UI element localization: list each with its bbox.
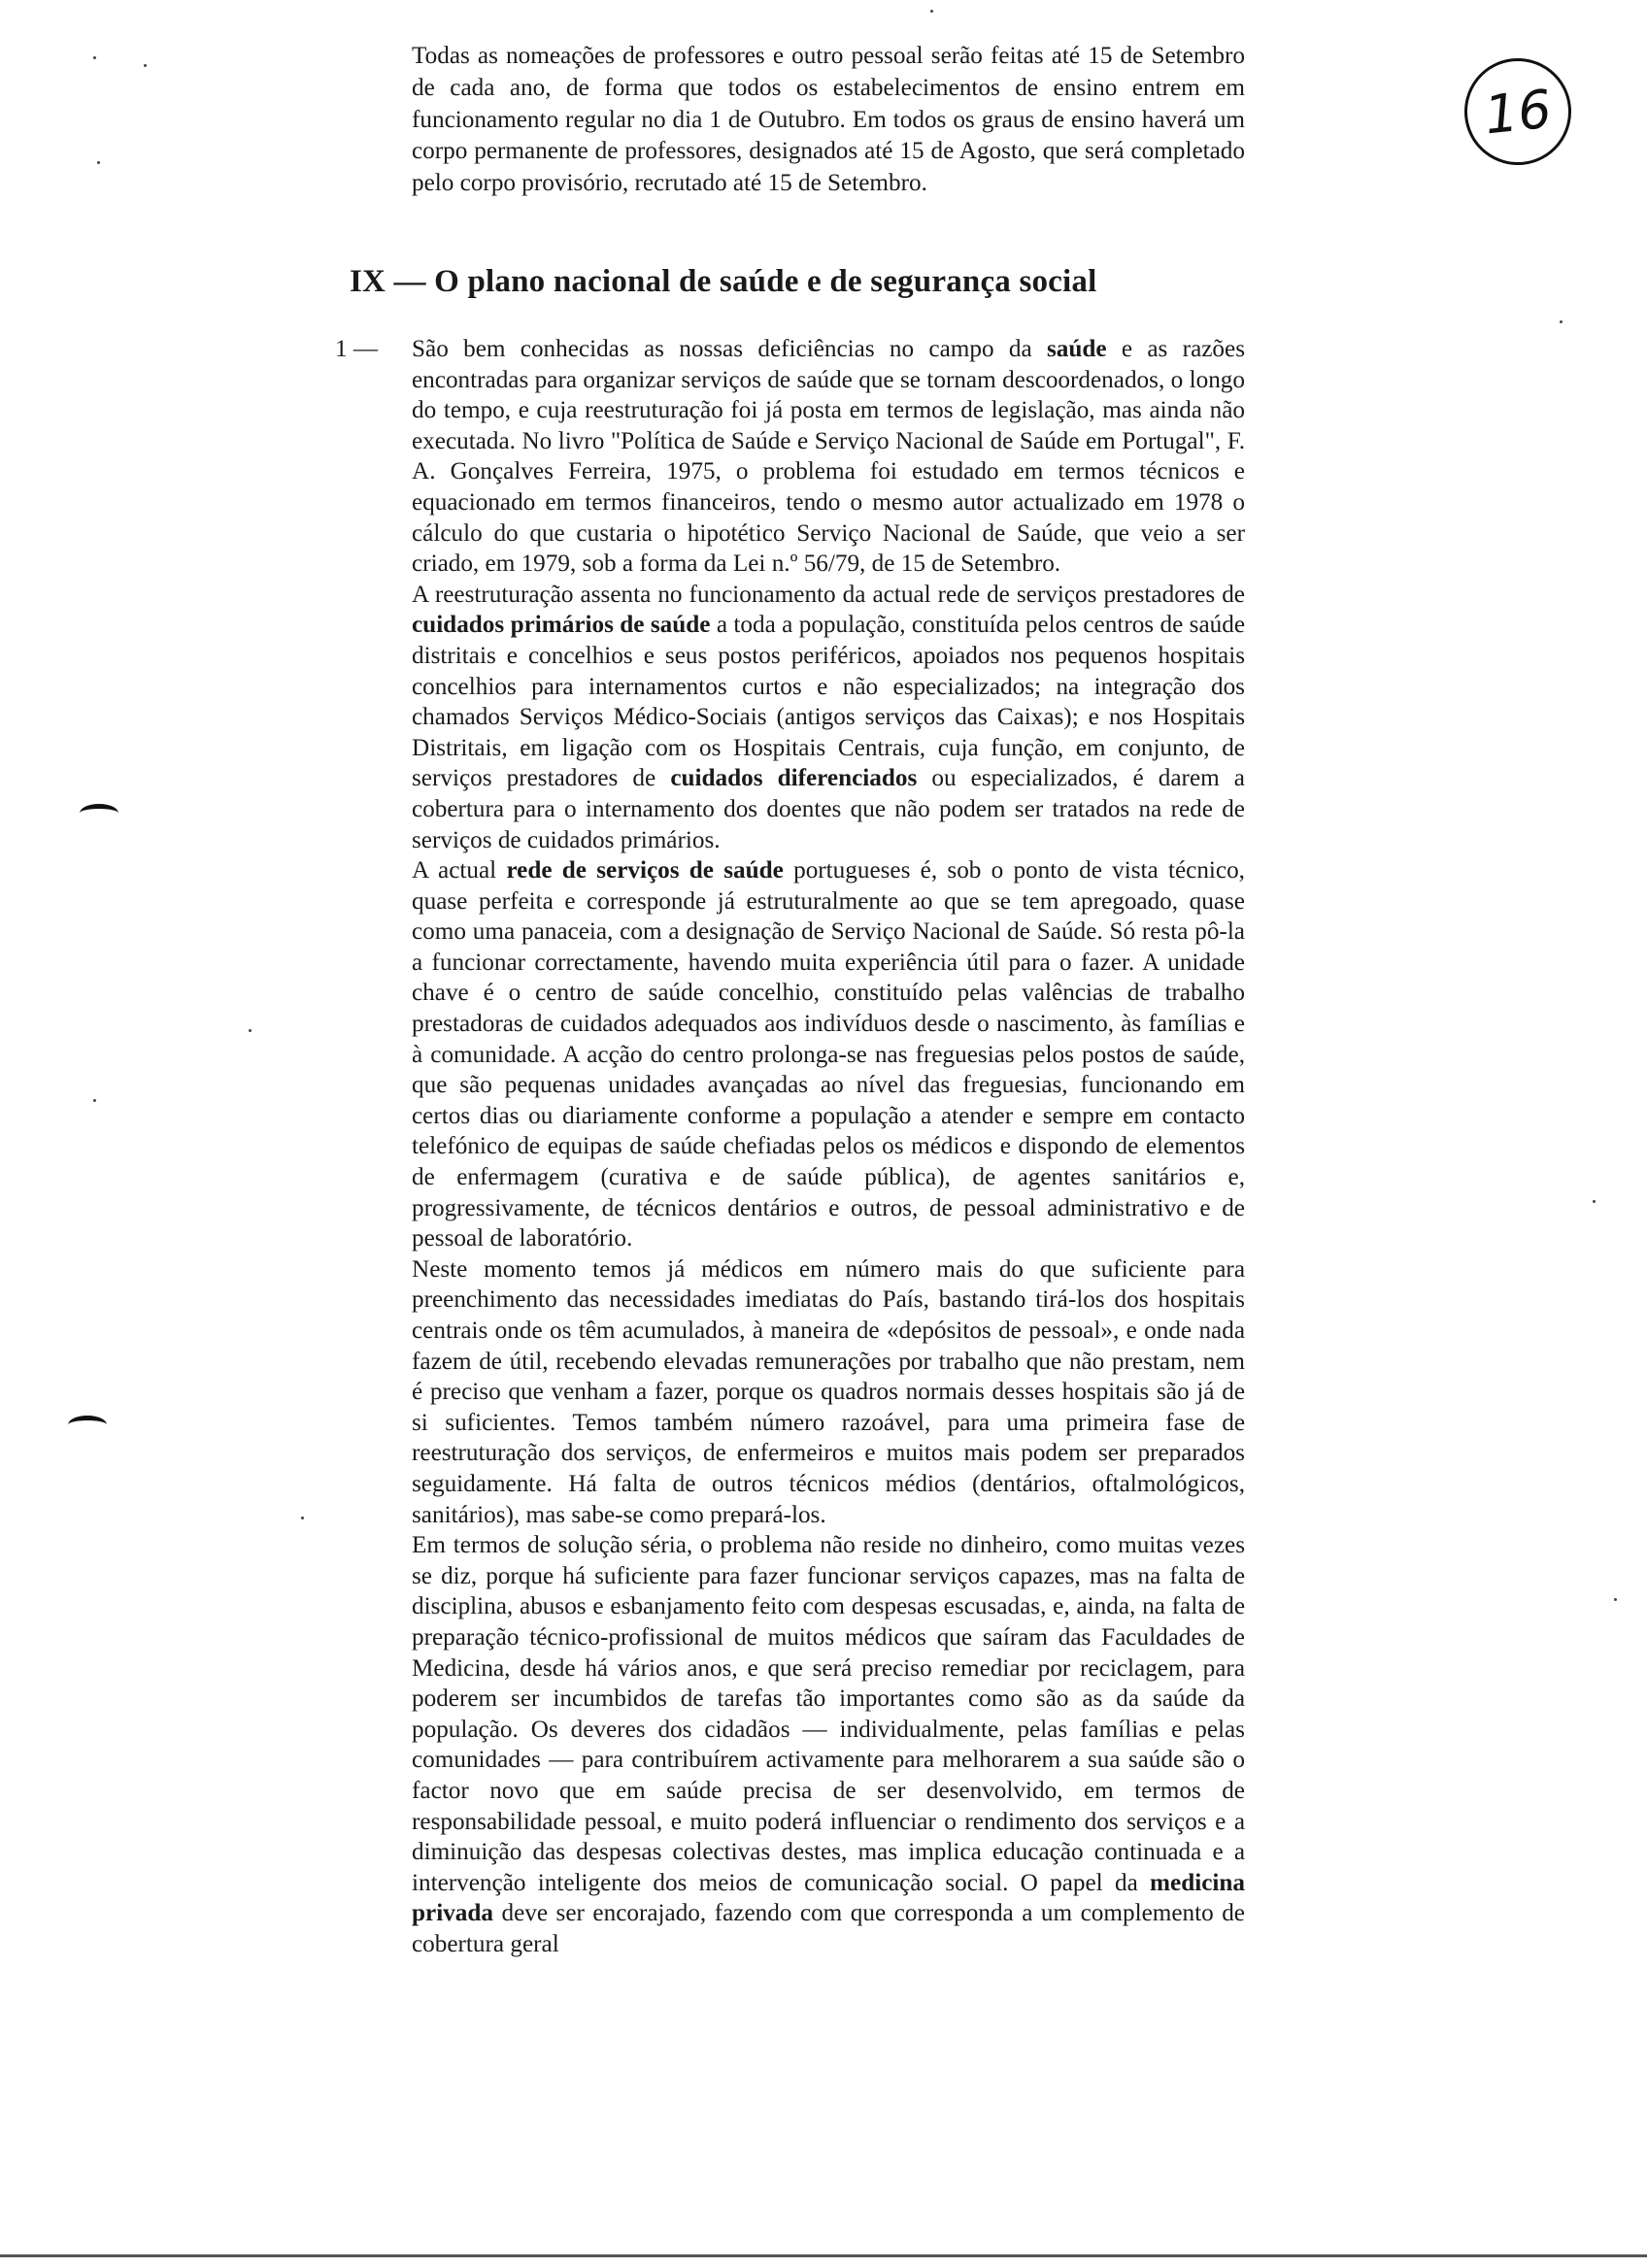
item-number: 1 — [335, 336, 379, 362]
paragraph-1-bold-1: saúde [1046, 336, 1107, 362]
paragraph-2-text-d: ou especializados, é darem a cobertura para o internamento dos doentes que não podem ser tratados na rede de serviços de cuidados primários. [412, 765, 1245, 853]
paragraph-5-text-a: Em termos de solução séria, o problema não reside no dinheiro, como muitas vezes se diz, porque há suficiente para fazer funcionar serviços capazes, mas na falta de disciplina, abusos e esbanjamento feito com despesas escusadas, e, ainda, na falta de preparação técnico-profissional de muitos médicos que saíram das Faculdades de Medicina, desde há vários anos, e que será preciso remediar por reciclagem, para poderem ser incumbidos de tarefas tão importantes como são as da saúde da população. Os deveres dos cidadãos — individualmente, pelas famílias e pelas comunidades — para contribuírem activamente para melhorarem a sua saúde são o factor novo que em saúde precisa de ser desenvolvido, em termos de responsabilidade pessoal, e muito poderá influenciar o rendimento dos serviços e a diminuição das despesas colectivas destes, mas implica educação continuada e a intervenção inteligente dos meios de comunicação social. O papel da [412, 1532, 1245, 1896]
scan-dot [301, 1517, 304, 1519]
scan-dot [1593, 1200, 1596, 1203]
paragraph-5-bold-1: medicina privada [412, 1869, 1245, 1927]
paragraph-2-bold-1: cuidados primários de saúde [412, 612, 711, 639]
page-number: 16 [1481, 78, 1555, 146]
paragraph-2 [412, 580, 1245, 855]
paragraph-3-text-c: portugueses é, sob o ponto de vista técnico, quase perfeita e corresponde já estruturalmente ao que se tem apregoado, quase como uma panaceia, com a designação de Serviço Nacional de Saúde. Só resta pô-la a funcionar correctamente, havendo muita experiência útil para o fazer. A unidade chave é o centro de saúde concelhio, constituído pelas valências de trabalho prestadoras de cuidados adequados aos indivíduos desde o nascimento, às famílias e à comunidade. A acção do centro prolonga-se nas freguesias pelos postos de saúde, que são pequenas unidades avançadas ao nível das freguesias, funcionando em certos dias ou diariamente conforme a população a atender e sempre em contacto telefónico de equipas de saúde chefiadas pelos os médicos e dispondo de elementos de enfermagem (curativa e de saúde pública), de agentes sanitários e, progressivamente, de técnicos dentários e outros, de pessoal administrativo e de pessoal de laboratório. [412, 857, 1245, 1252]
paragraph-3-text-a: A actual [412, 857, 507, 884]
paragraph-2-text-c: a toda a população, constituída pelos centros de saúde distritais e concelhios e seus postos periféricos, apoiados nos pequenos hospitais concelhios para internamentos curtos e não especializados; na integração dos chamados Serviços Médico-Sociais (antigos serviços das Caixas); e nos Hospitais Distritais, em ligação com os Hospitais Centrais, cuja função, em conjunto, de serviços prestadores de [412, 612, 1246, 792]
paragraph-1 [412, 334, 1245, 580]
scan-dot [93, 1099, 96, 1102]
paragraph-2-bold-2: cuidados diferenciados [670, 765, 918, 792]
paragraph-4: Neste momento temos já médicos em número mais do que suficiente para preenchimento das necessidades imediatas do País, bastando tirá-los dos hospitais centrais onde os têm acumulados, à maneira de «depósitos de pessoal», e onde nada fazem de útil, recebendo elevadas remunerações por trabalho que não prestam, nem é preciso que venham a fazer, porque os quadros normais desses hospitais são já de si suficientes. Temos também número razoável, para uma primeira fase de reestruturação dos serviços, de enfermeiros e muitos mais podem ser preparados seguidamente. Há falta de outros técnicos médios (dentários, oftalmológicos, sanitários), mas sabe-se como prepará-los. [412, 1255, 1245, 1528]
section-body [412, 334, 1245, 1959]
scan-dot [930, 10, 933, 13]
intro-paragraph: Todas as nomeações de professores e outro pessoal serão feitas até 15 de Setembro de cada ano, de forma que todos os estabelecimentos de ensino entrem em funcionamento regular no dia 1 de Outubro. Em todos os graus de ensino haverá um corpo permanente de professores, designados até 15 de Agosto, que será completado pelo corpo provisório, recrutado até 15 de Setembro. [412, 43, 1245, 197]
scan-mark-left-1 [80, 804, 118, 822]
paragraph-5-text-c: deve ser encorajado, fazendo com que corresponda a um complemento de cobertura geral [412, 1900, 1245, 1957]
paragraph-2-text-a: A reestruturação assenta no funcionamento da actual rede de serviços prestadores de [412, 581, 1245, 608]
paragraph-5 [412, 1530, 1245, 1959]
paragraph-1-text-c: e as razões encontradas para organizar serviços de saúde que se tornam descoordenados, o longo do tempo, e cuja reestruturação foi já posta em termos de legislação, mas ainda não executada. No livro "Política de Saúde e Serviço Nacional de Saúde em Portugal", F. A. Gonçalves Ferreira, 1975, o problema foi estudado em termos técnicos e equacionado em termos financeiros, tendo o mesmo autor actualizado em 1978 o cálculo do que custaria o hipotético Serviço Nacional de Saúde, que veio a ser criado, em 1979, sob a forma da Lei n.º 56/79, de 15 de Setembro. [412, 336, 1245, 578]
page-number-circle [1460, 53, 1577, 171]
scan-bottom-edge [0, 2254, 1647, 2257]
paragraph-1-text-a: São bem conhecidas as nossas deficiências no campo da [412, 336, 1047, 362]
section-title: IX — O plano nacional de saúde e de segurança social [350, 264, 1097, 299]
paragraph-3-bold-1: rede de serviços de saúde [506, 857, 784, 884]
scan-dot [1614, 1598, 1617, 1601]
scan-mark-left-2 [68, 1416, 107, 1434]
scan-dot [144, 64, 147, 67]
paragraph-3 [412, 855, 1245, 1254]
scan-dot [97, 161, 100, 164]
scan-dot [1560, 320, 1563, 323]
scan-dot [93, 56, 96, 59]
scan-dot [249, 1029, 252, 1032]
